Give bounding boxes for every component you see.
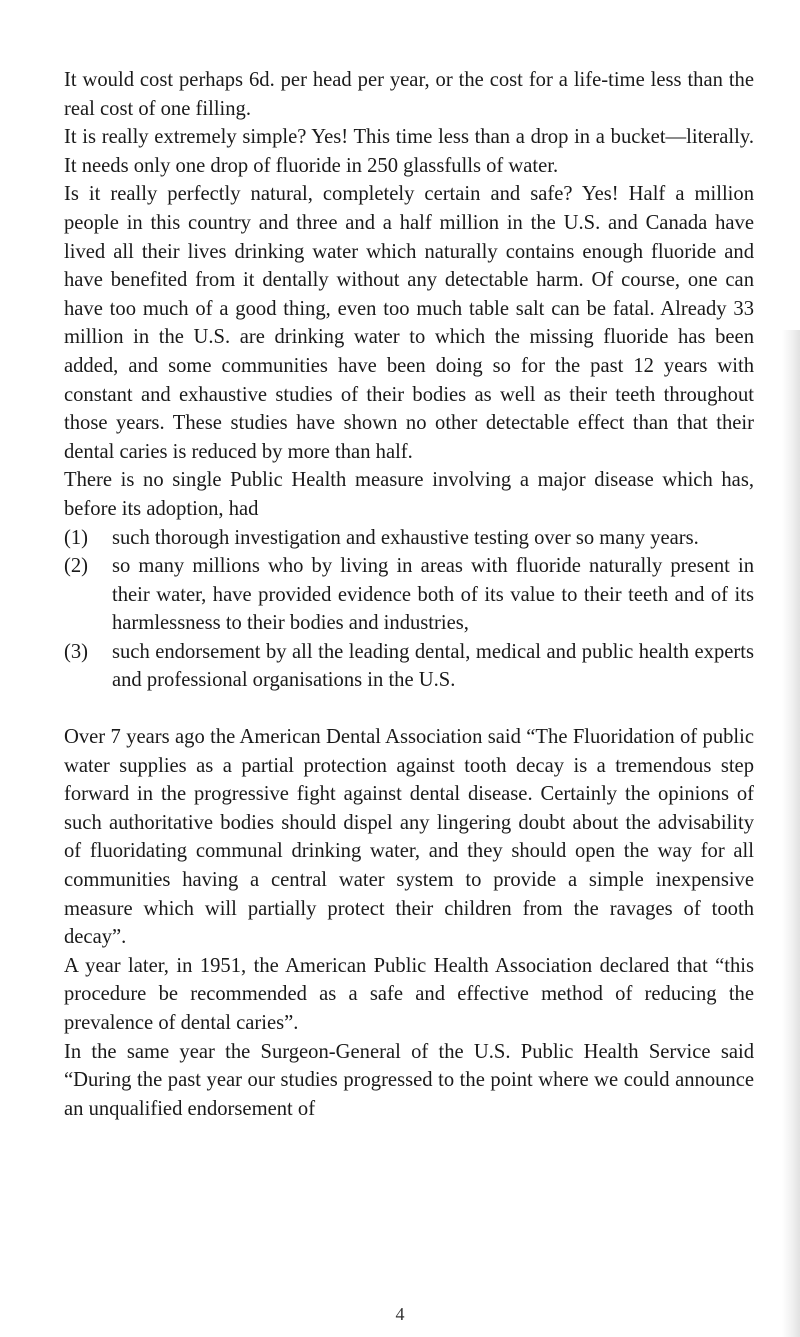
numbered-list xyxy=(64,524,754,696)
list-item xyxy=(64,638,754,695)
paragraph-apha-statement: A year later, in 1951, the American Public Health Association declared that “this procedure be recommended as a safe and effective method of reducing the prevalence of dental caries”. xyxy=(64,954,754,1034)
list-item-number: (3) xyxy=(64,640,89,663)
paragraph-surgeon-general: In the same year the Surgeon-General of the U.S. Public Health Service said “During the past year our studies progressed to the point where we could announce an unqualified endorsement of xyxy=(64,1040,754,1120)
paragraph-natural-safe: Is it really perfectly natural, completely certain and safe? Yes! Half a million people in this country and three and a half million in the U.S. and Canada have lived all their lives drinking water which naturally contains enough fluoride and have benefited from it dentally without any detectable harm. Of course, one can have too much of a good thing, even too much table salt can be fatal. Already 33 million in the U.S. are drinking water to which the missing fluoride has been added, and some communities have been doing so for the past 12 years with constant and exhaustive studies of their bodies as well as their teeth throughout those years. These studies have shown no other detectable effect than that their dental caries is reduced by more than half. xyxy=(64,183,754,463)
page-number: 4 xyxy=(395,1304,405,1324)
page-edge-shadow xyxy=(782,330,800,1337)
document-body xyxy=(64,66,754,1123)
list-item-number: (1) xyxy=(64,526,89,549)
list-item xyxy=(64,552,754,638)
list-item-number: (2) xyxy=(64,555,89,578)
paragraph-simple: It is really extremely simple? Yes! This time less than a drop in a bucket—literally. It needs only one drop of fluoride in 250 glassfulls of water. xyxy=(64,126,754,177)
list-item-text: such thorough investigation and exhaustive testing over so many years. xyxy=(112,526,699,549)
paragraph-cost: It would cost perhaps 6d. per head per year, or the cost for a life-time less than the real cost of one filling. xyxy=(64,69,754,120)
list-item-text: so many millions who by living in areas with fluoride naturally present in their water, have provided evidence both of its value to their teeth and of its harmlessness to their bodies and industries, xyxy=(112,555,754,635)
paragraph-public-health-measure: There is no single Public Health measure involving a major disease which has, before its adoption, had xyxy=(64,469,754,520)
paragraph-ada-statement: Over 7 years ago the American Dental Association said “The Fluoridation of public water supplies as a partial protection against tooth decay is a tremendous step forward in the progressive fight against dental disease. Certainly the opinions of such authoritative bodies should dispel any lingering doubt about the advisability of fluoridating communal drinking water, and they should open the way for all communities having a central water system to provide a simple inexpensive measure which will partially protect their children from the ravages of tooth decay”. xyxy=(64,726,754,949)
section-gap xyxy=(64,695,754,723)
list-item-text: such endorsement by all the leading dental, medical and public health experts and professional organisations in the U.S. xyxy=(112,640,754,692)
list-item xyxy=(64,524,754,553)
